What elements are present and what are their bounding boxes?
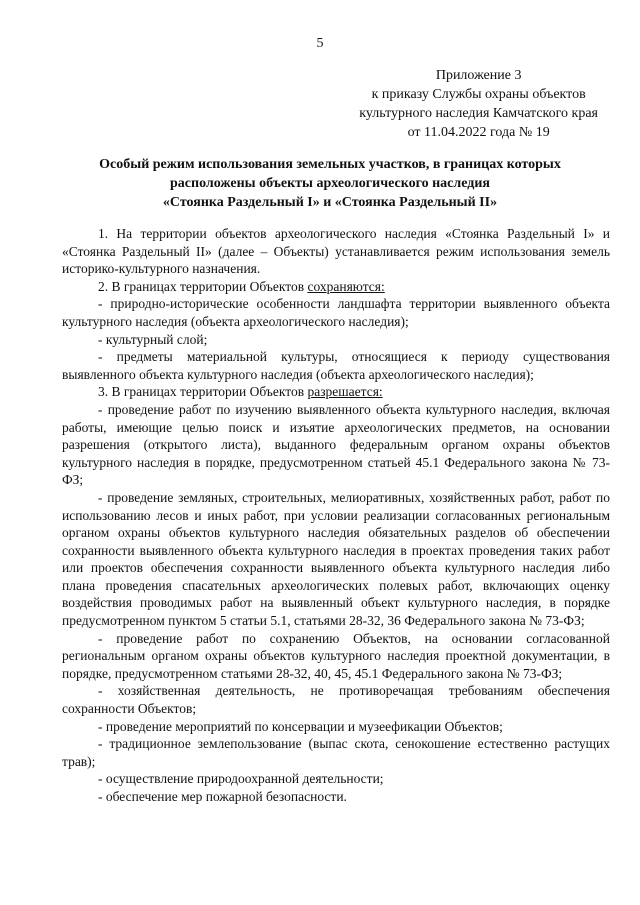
title-line: Особый режим использования земельных участков, в границах которых	[99, 157, 561, 172]
list-item: - проведение земляных, строительных, мелиоративных, хозяйственных работ, работ по использованию лесов и иных работ, при условии реализации согласованных региональным органом охраны объектов культурного наследия обязательных разделов об обеспечении сохранности выявленного объекта культурного наследия в проектах проведения таких работ или проектов обеспечения сохранности выявленного объекта культурного наследия либо плана проведения спасательных археологических полевых работ, включающих оценку воздействия проводимых работ на выявленный объект культурного наследия, в порядке предусмотренном пунктом 5 статьи 5.1, статьями 28-32, 36 Федерального закона № 73-ФЗ;	[62, 489, 610, 629]
section-2-prefix: 2. В границах территории Объектов	[98, 278, 308, 294]
list-item: - хозяйственная деятельность, не противоречащая требованиям обеспечения сохранности Объектов;	[62, 683, 610, 717]
list-item: - культурный слой;	[98, 331, 208, 347]
appendix-line: Приложение 3	[435, 68, 522, 83]
list-item: - предметы материальной культуры, относящиеся к периоду существования выявленного объекта культурного наследия (объекта археологического наследия);	[62, 349, 610, 382]
document-body	[62, 225, 610, 806]
list-item: - проведение мероприятий по консервации и музеефикации Объектов;	[98, 718, 503, 734]
appendix-line: к приказу Службы охраны объектов	[371, 87, 586, 102]
list-item: - природно-исторические особенности ландшафта территории выявленного объекта культурного наследия (объекта археологического наследия);	[62, 296, 610, 329]
section-2-heading	[62, 278, 610, 296]
list-item: - традиционное землепользование (выпас скота, сенокошение естественно растущих трав);	[62, 736, 610, 769]
appendix-line: от 11.04.2022 года № 19	[407, 125, 550, 140]
page-number: 5	[316, 36, 324, 51]
section-3-keyword: разрешается:	[307, 384, 383, 400]
section-1: 1. На территории объектов археологического наследия «Стоянка Раздельный I» и «Стоянка Раздельный II» (далее – Объекты) устанавливается режим использования земель историко-культурного назначения.	[62, 226, 610, 277]
list-item: - осуществление природоохранной деятельности;	[98, 771, 384, 787]
list-item: - обеспечение мер пожарной безопасности.	[98, 789, 347, 804]
list-item: - проведение работ по сохранению Объектов, на основании согласованной региональным органом охраны объектов культурного наследия проектной документации, в порядке, предусмотренном статьями 28-32, 40, 45, 45.1 Федерального закона № 73-ФЗ;	[62, 630, 610, 681]
appendix-line: культурного наследия Камчатского края	[359, 106, 598, 121]
section-3-heading	[62, 383, 610, 401]
section-3-prefix: 3. В границах территории Объектов	[98, 384, 308, 400]
section-2-keyword: сохраняются:	[307, 278, 385, 294]
title-line: расположены объекты археологического наследия	[170, 176, 490, 191]
list-item: - проведение работ по изучению выявленного объекта культурного наследия, включая работы, имеющие целью поиск и изъятие археологических предметов, на основании разрешения (открытого листа), выданного федеральным органом охраны объектов культурного наследия в порядке, предусмотренном статьей 45.1 Федерального закона № 73-ФЗ;	[62, 401, 610, 488]
title-line: «Стоянка Раздельный I» и «Стоянка Раздельный II»	[162, 195, 498, 210]
appendix-header	[359, 66, 598, 142]
document-title	[70, 155, 590, 212]
